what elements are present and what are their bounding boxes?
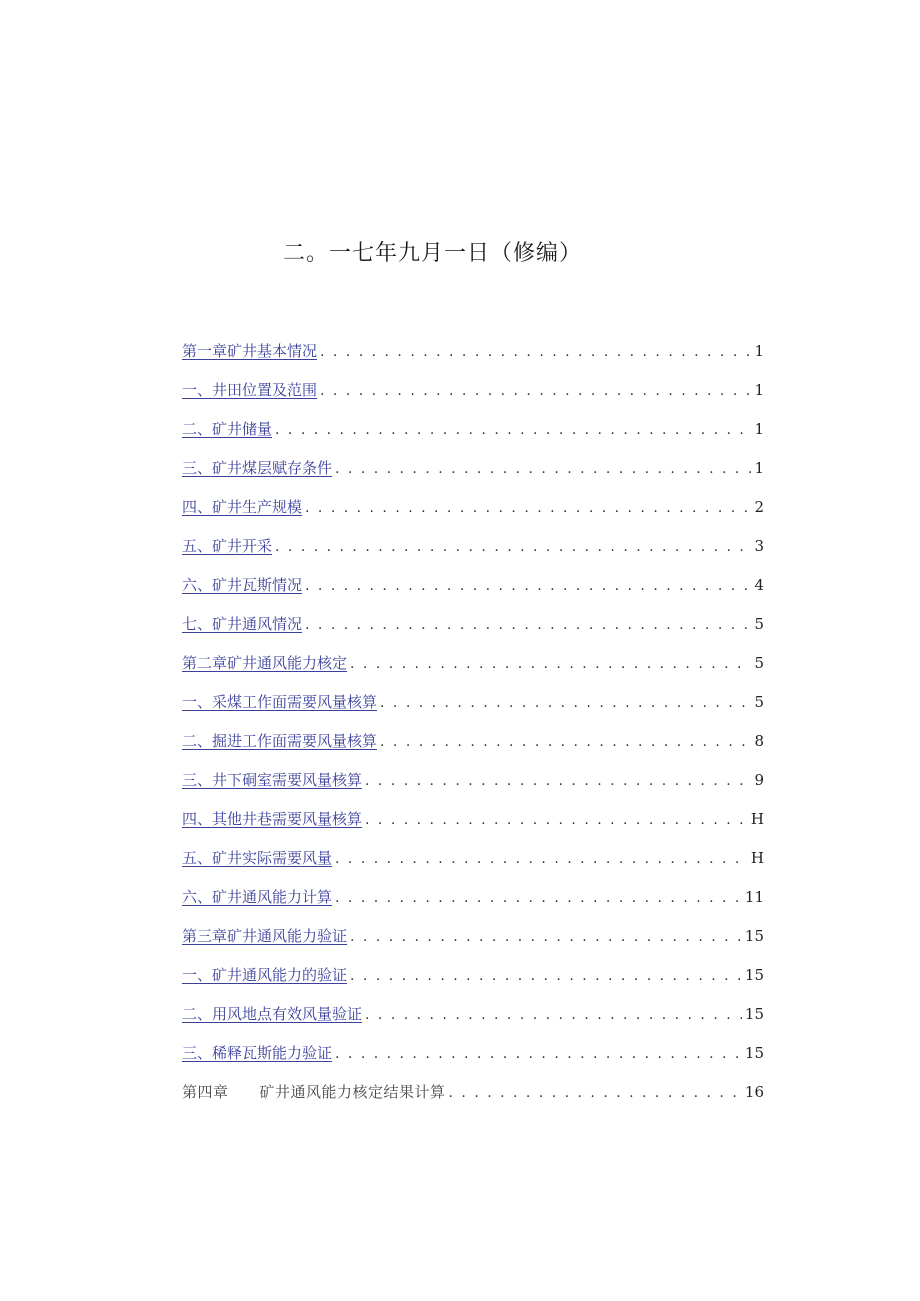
toc-page-number: 11 [744,888,764,906]
toc-page-number: 15 [744,966,764,984]
toc-dot-leader [305,574,751,598]
toc-dot-leader [350,652,751,676]
toc-entry-title-link[interactable]: 四、其他井巷需要风量核算 [182,810,363,828]
toc-page-number: 4 [754,576,764,594]
toc-entry[interactable] [182,846,764,885]
toc-page-number: 5 [754,693,764,711]
toc-entry[interactable] [182,612,764,651]
toc-entry[interactable] [182,1002,764,1041]
toc-page-number: 3 [754,537,764,555]
toc-page-number: 1 [754,342,764,360]
toc-entry-title-link[interactable]: 二、掘进工作面需要风量核算 [182,732,378,750]
toc-entry-title-link[interactable]: 三、矿井煤层赋存条件 [182,459,333,477]
toc-dot-leader [335,457,751,481]
toc-dot-leader [365,769,751,793]
toc-entry[interactable] [182,729,764,768]
toc-page-number: 15 [744,1005,764,1023]
document-date-heading: 二。一七年九月一日（修编） [283,241,583,266]
toc-entry-title-link[interactable]: 二、用风地点有效风量验证 [182,1005,363,1023]
toc-entry-title-link[interactable]: 六、矿井通风能力计算 [182,888,333,906]
toc-page-number: H [750,810,764,828]
toc-page-number: H [750,849,764,867]
toc-entry-title-link[interactable]: 五、矿井实际需要风量 [182,849,333,867]
toc-entry[interactable] [182,963,764,1002]
toc-entry-title-link[interactable]: 一、井田位置及范围 [182,381,318,399]
toc-page-number: 5 [754,654,764,672]
toc-entry-title-link[interactable]: 六、矿井瓦斯情况 [182,576,303,594]
toc-dot-leader [380,730,751,754]
toc-entry[interactable] [182,339,764,378]
toc-entry[interactable] [182,534,764,573]
toc-dot-leader [350,964,742,988]
toc-entry [182,1080,764,1119]
toc-page-number: 2 [754,498,764,516]
toc-page-number: 5 [754,615,764,633]
toc-entry[interactable] [182,573,764,612]
toc-entry-title-link[interactable]: 第三章矿井通风能力验证 [182,927,348,945]
toc-entry-title-link[interactable]: 三、稀释瓦斯能力验证 [182,1044,333,1062]
toc-page-number: 1 [754,381,764,399]
toc-entry[interactable] [182,924,764,963]
toc-page-number: 15 [744,1044,764,1062]
toc-entry-title-link[interactable]: 第二章矿井通风能力核定 [182,654,348,672]
toc-dot-leader [305,496,751,520]
toc-entry-title-link[interactable]: 四、矿井生产规模 [182,498,303,516]
toc-entry-title-link[interactable]: 三、井下硐室需要风量核算 [182,771,363,789]
toc-entry[interactable] [182,1041,764,1080]
toc-entry[interactable] [182,885,764,924]
toc-entry-title-link[interactable]: 二、矿井储量 [182,420,273,438]
toc-dot-leader [449,1081,742,1105]
toc-page-number: 9 [754,771,764,789]
toc-entry[interactable] [182,417,764,456]
toc-entry[interactable] [182,651,764,690]
toc-dot-leader [305,613,751,637]
toc-dot-leader [320,379,751,403]
toc-entry-title-link[interactable]: 第一章矿井基本情况 [182,342,318,360]
toc-dot-leader [350,925,742,949]
toc-dot-leader [380,691,751,715]
toc-entry-title-link[interactable]: 一、矿井通风能力的验证 [182,966,348,984]
toc-page-number: 1 [754,420,764,438]
toc-page-number: 15 [744,927,764,945]
toc-entry[interactable] [182,378,764,417]
toc-entry[interactable] [182,495,764,534]
toc-entry-title-link: 第四章 矿井通风能力核定结果计算 [182,1083,446,1101]
toc-entry[interactable] [182,768,764,807]
toc-entry-title-link[interactable]: 一、采煤工作面需要风量核算 [182,693,378,711]
toc-dot-leader [365,808,748,832]
toc-entry-title-link[interactable]: 五、矿井开采 [182,537,273,555]
toc-entry[interactable] [182,807,764,846]
toc-dot-leader [335,1042,742,1066]
toc-page-number: 1 [754,459,764,477]
toc-entry[interactable] [182,690,764,729]
toc-entry-title-link[interactable]: 七、矿井通风情况 [182,615,303,633]
toc-entry[interactable] [182,456,764,495]
toc-page-number: 16 [744,1083,764,1101]
toc-dot-leader [275,418,751,442]
toc-dot-leader [320,340,751,364]
toc-page-number: 8 [754,732,764,750]
toc-dot-leader [275,535,751,559]
toc-dot-leader [365,1003,742,1027]
table-of-contents [182,339,764,1119]
toc-dot-leader [335,847,748,871]
toc-dot-leader [335,886,742,910]
